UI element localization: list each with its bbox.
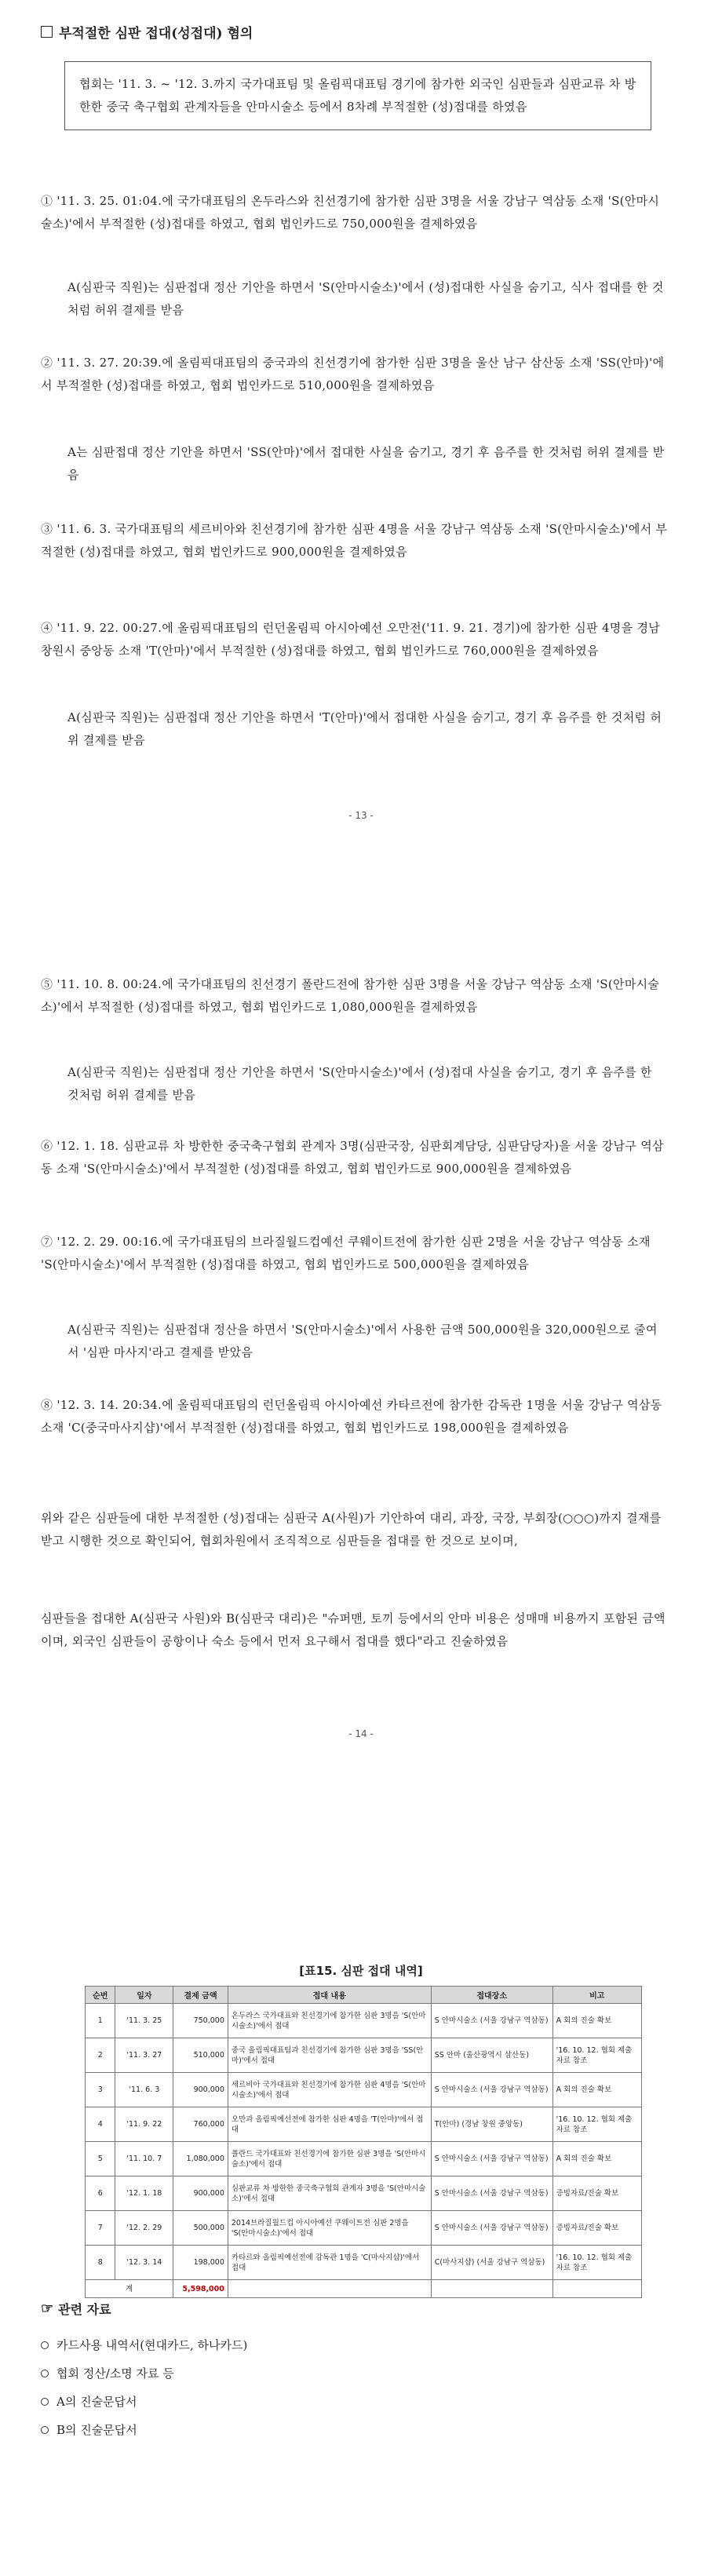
item-5-detail: A(심판국 직원)는 심판접대 정산 기안을 하면서 'S(안마시술소)'에서 (성)접대 사실을 숨기고, 경기 후 음주를 한 것처럼 허위 결제를 받음	[67, 1065, 652, 1102]
item-6: ⑥ '12. 1. 18. 심판교류 차 방한한 중국축구협회 관계자 3명(심판국장, 심판회계담당, 심판담당자)을 서울 강남구 역삼동 소재 'S(안마시술소)'에서 부적절한 (성)접대를 하였고, 협회 법인카드로 900,000원을 결제하였음	[41, 1139, 664, 1176]
circle-bullet-icon	[41, 2341, 49, 2349]
cell-amount: 750,000	[173, 2004, 228, 2038]
conclusion-paragraph-2: 심판들을 접대한 A(심판국 사원)와 B(심판국 대리)은 "슈퍼맨, 토끼 등에서의 안마 비용은 성매매 비용까지 포함된 금액이며, 외국인 심판들이 공항이나 숙소 등에서 먼저 요구해서 접대를 했다"라고 진술하였음	[41, 1611, 665, 1648]
col-header: 비고	[552, 1987, 641, 2004]
circle-bullet-icon	[41, 2370, 49, 2377]
cell-place: S 안마시술소 (서울 강남구 역삼동)	[431, 2176, 552, 2211]
item-5: ⑤ '11. 10. 8. 00:24.에 국가대표팀의 친선경기 폴란드전에 참가한 심판 3명을 서울 강남구 역삼동 소재 'S(안마시술소)'에서 부적절한 (성)접대를 하였고, 협회 법인카드로 1,080,000원을 결제하였음	[41, 977, 660, 1014]
cell-content: 폴란드 국가대표와 친선경기에 참가한 심판 3명을 'S(안마시술소)'에서 접대	[228, 2142, 431, 2176]
cell-date: '11. 10. 7	[115, 2142, 173, 2176]
cell-index: 5	[86, 2142, 115, 2176]
cell-index: 8	[86, 2246, 115, 2280]
cell-note: '16. 10. 12. 협회 제출자료 참조	[552, 2246, 641, 2280]
total-empty	[431, 2280, 552, 2298]
cell-place: SS 안마 (울산광역시 삼산동)	[431, 2038, 552, 2073]
cell-index: 6	[86, 2176, 115, 2211]
item-7: ⑦ '12. 2. 29. 00:16.에 국가대표팀의 브라질월드컵예선 쿠웨이트전에 참가한 심판 2명을 서울 강남구 역삼동 소재 'S(안마시술소)'에서 부적절한 (성)접대를 하였고, 협회 법인카드로 500,000원을 결제하였음	[41, 1235, 651, 1272]
list-item	[41, 2331, 247, 2359]
table-row	[86, 2246, 642, 2280]
cell-date: '11. 3. 25	[115, 2004, 173, 2038]
table-row	[86, 2038, 642, 2073]
cell-note: '16. 10. 12. 협회 제출자료 참조	[552, 2107, 641, 2142]
item-3: ③ '11. 6. 3. 국가대표팀의 세르비아와 친선경기에 참가한 심판 4명을 서울 강남구 역삼동 소재 'S(안마시술소)'에서 부적절한 (성)접대를 하였고, 협회 법인카드로 900,000원을 결제하였음	[41, 522, 668, 559]
pointing-hand-icon: ☞	[41, 2301, 54, 2317]
page-13	[0, 0, 722, 895]
cell-place: S 안마시술소 (서울 강남구 역삼동)	[431, 2142, 552, 2176]
total-amount: 5,598,000	[173, 2280, 228, 2298]
item-4: ④ '11. 9. 22. 00:27.에 올림픽대표팀의 런던올림픽 아시아예선 오만전('11. 9. 21. 경기)에 참가한 심판 4명을 경남 창원시 중앙동 소재 'T(안마)'에서 부적절한 (성)접대를 하였고, 협회 법인카드로 760,000원을 결제하였음	[41, 621, 661, 658]
cell-date: '12. 2. 29	[115, 2211, 173, 2246]
item-8: ⑧ '12. 3. 14. 20:34.에 올림픽대표팀의 런던올림픽 아시아예선 카타르전에 참가한 감독관 1명을 서울 강남구 역삼동 소재 'C(중국마사지샵)'에서 부적절한 (성)접대를 하였고, 협회 법인카드로 198,000원을 결제하였음	[41, 1398, 662, 1435]
item-1: ① '11. 3. 25. 01:04.에 국가대표팀의 온두라스와 친선경기에 참가한 심판 3명을 서울 강남구 역삼동 소재 'S(안마시술소)'에서 부적절한 (성)접대를 하였고, 협회 법인카드로 750,000원을 결제하였음	[41, 194, 660, 231]
reference-text: A의 진술문답서	[57, 2395, 137, 2409]
reference-text: 카드사용 내역서(현대카드, 하나카드)	[57, 2338, 248, 2352]
cell-index: 7	[86, 2211, 115, 2246]
table-row	[86, 2176, 642, 2211]
cell-index: 2	[86, 2038, 115, 2073]
cell-note: A 회의 진술 확보	[552, 2004, 641, 2038]
total-empty	[552, 2280, 641, 2298]
cell-amount: 760,000	[173, 2107, 228, 2142]
cell-place: T(안마) (경남 창원 중앙동)	[431, 2107, 552, 2142]
item-4-detail: A(심판국 직원)는 심판접대 정산 기안을 하면서 'T(안마)'에서 접대한 사실을 숨기고, 경기 후 음주를 한 것처럼 허위 결제를 받음	[67, 710, 662, 747]
cell-note: A 회의 진술 확보	[552, 2073, 641, 2107]
cell-content: 심판교류 차 방한한 중국축구협회 관계자 3명을 'S(안마시술소)'에서 접대	[228, 2176, 431, 2211]
cell-date: '11. 6. 3	[115, 2073, 173, 2107]
cell-amount: 198,000	[173, 2246, 228, 2280]
page-number: - 14 -	[348, 1728, 374, 1739]
col-header: 순번	[86, 1987, 115, 2004]
section-title	[41, 22, 253, 42]
col-header: 결제 금액	[173, 1987, 228, 2004]
conclusion-paragraph-1: 위와 같은 심판들에 대한 부적절한 (성)접대는 심판국 A(사원)가 기안하여 대리, 과장, 국장, 부회장(○○○)까지 결재를 받고 시행한 것으로 확인되어, 협회차원에서 조직적으로 심판들을 접대를 한 것으로 보이며,	[41, 1511, 662, 1548]
cell-place: S 안마시술소 (서울 강남구 역삼동)	[431, 2211, 552, 2246]
cell-date: '12. 1. 18	[115, 2176, 173, 2211]
total-label: 계	[86, 2280, 173, 2298]
cell-content: 카타르와 올림픽예선전에 감독관 1명을 'C(마사지샵)'에서 접대	[228, 2246, 431, 2280]
cell-amount: 500,000	[173, 2211, 228, 2246]
col-header: 일자	[115, 1987, 173, 2004]
cell-note: A 회의 진술 확보	[552, 2142, 641, 2176]
page-15	[0, 1915, 722, 2576]
cell-amount: 510,000	[173, 2038, 228, 2073]
references-title	[41, 2300, 111, 2318]
item-2: ② '11. 3. 27. 20:39.에 올림픽대표팀의 중국과의 친선경기에 참가한 심판 3명을 울산 남구 삼산동 소재 'SS(안마)'에서 부적절한 (성)접대를 하였고, 협회 법인카드로 510,000원을 결제하였음	[41, 356, 665, 392]
reception-table	[85, 1986, 642, 2298]
cell-index: 1	[86, 2004, 115, 2038]
reference-text: 협회 정산/소명 자료 등	[57, 2366, 174, 2381]
cell-index: 3	[86, 2073, 115, 2107]
cell-place: S 안마시술소 (서울 강남구 역삼동)	[431, 2073, 552, 2107]
table-row	[86, 2142, 642, 2176]
cell-amount: 1,080,000	[173, 2142, 228, 2176]
table-total-row	[86, 2280, 642, 2298]
table-caption: [표15. 심판 접대 내역]	[299, 1964, 423, 1978]
cell-amount: 900,000	[173, 2176, 228, 2211]
cell-place: C(마사지샵) (서울 강남구 역삼동)	[431, 2246, 552, 2280]
item-7-detail: A(심판국 직원)는 심판접대 정산을 하면서 'S(안마시술소)'에서 사용한 금액 500,000원을 320,000원으로 줄여서 '심판 마사지'라고 결제를 받았음	[67, 1323, 658, 1359]
page-14	[0, 973, 722, 1821]
cell-note: 증빙자료/진술 확보	[552, 2211, 641, 2246]
cell-content: 중국 올림픽대표팀과 친선경기에 참가한 심판 3명을 'SS(안마)'에서 접대	[228, 2038, 431, 2073]
cell-content: 2014브라질월드컵 아시아예선 쿠웨이트전 심판 2명을 'S(안마시술소)'에서 접대	[228, 2211, 431, 2246]
cell-content: 온두라스 국가대표와 친선경기에 참가한 심판 3명을 'S(안마시술소)'에서 접대	[228, 2004, 431, 2038]
table-header-row	[86, 1987, 642, 2004]
checkbox-icon	[41, 26, 53, 38]
cell-date: '11. 3. 27	[115, 2038, 173, 2073]
list-item	[41, 2388, 247, 2416]
table-row	[86, 2107, 642, 2142]
item-2-detail: A는 심판접대 정산 기안을 하면서 'SS(안마)'에서 접대한 사실을 숨기고, 경기 후 음주를 한 것처럼 허위 결제를 받음	[67, 445, 665, 482]
table-row	[86, 2211, 642, 2246]
list-item	[41, 2359, 247, 2388]
references-list	[41, 2331, 247, 2444]
cell-note: 증빙자료/진술 확보	[552, 2176, 641, 2211]
item-1-detail: A(심판국 직원)는 심판접대 정산 기안을 하면서 'S(안마시술소)'에서 (성)접대한 사실을 숨기고, 식사 접대를 한 것처럼 허위 결제를 받음	[67, 280, 664, 317]
cell-content: 세르비아 국가대표와 친선경기에 참가한 심판 4명을 'S(안마시술소)'에서 접대	[228, 2073, 431, 2107]
cell-content: 오만과 올림픽예선전에 참가한 심판 4명을 'T(안마)'에서 접대	[228, 2107, 431, 2142]
list-item	[41, 2416, 247, 2444]
reference-text: B의 진술문답서	[57, 2423, 137, 2437]
cell-amount: 900,000	[173, 2073, 228, 2107]
table-row	[86, 2073, 642, 2107]
cell-note: '16. 10. 12. 협회 제출자료 참조	[552, 2038, 641, 2073]
cell-place: S 안마시술소 (서울 강남구 역삼동)	[431, 2004, 552, 2038]
cell-date: '12. 3. 14	[115, 2246, 173, 2280]
section-title-text: 부적절한 심판 접대(성접대) 혐의	[59, 26, 253, 42]
circle-bullet-icon	[41, 2398, 49, 2406]
table-row	[86, 2004, 642, 2038]
summary-box: 협회는 '11. 3. ~ '12. 3.까지 국가대표팀 및 올림픽대표팀 경기에 참가한 외국인 심판들과 심판교류 차 방한한 중국 축구협회 관계자들을 안마시술소 등에서 8차례 부적절한 (성)접대를 하였음	[64, 61, 651, 130]
page-number: - 13 -	[348, 810, 374, 821]
cell-index: 4	[86, 2107, 115, 2142]
circle-bullet-icon	[41, 2426, 49, 2434]
col-header: 접대 내용	[228, 1987, 431, 2004]
col-header: 접대장소	[431, 1987, 552, 2004]
cell-date: '11. 9. 22	[115, 2107, 173, 2142]
total-empty	[228, 2280, 431, 2298]
references-title-text: 관련 자료	[58, 2302, 111, 2317]
